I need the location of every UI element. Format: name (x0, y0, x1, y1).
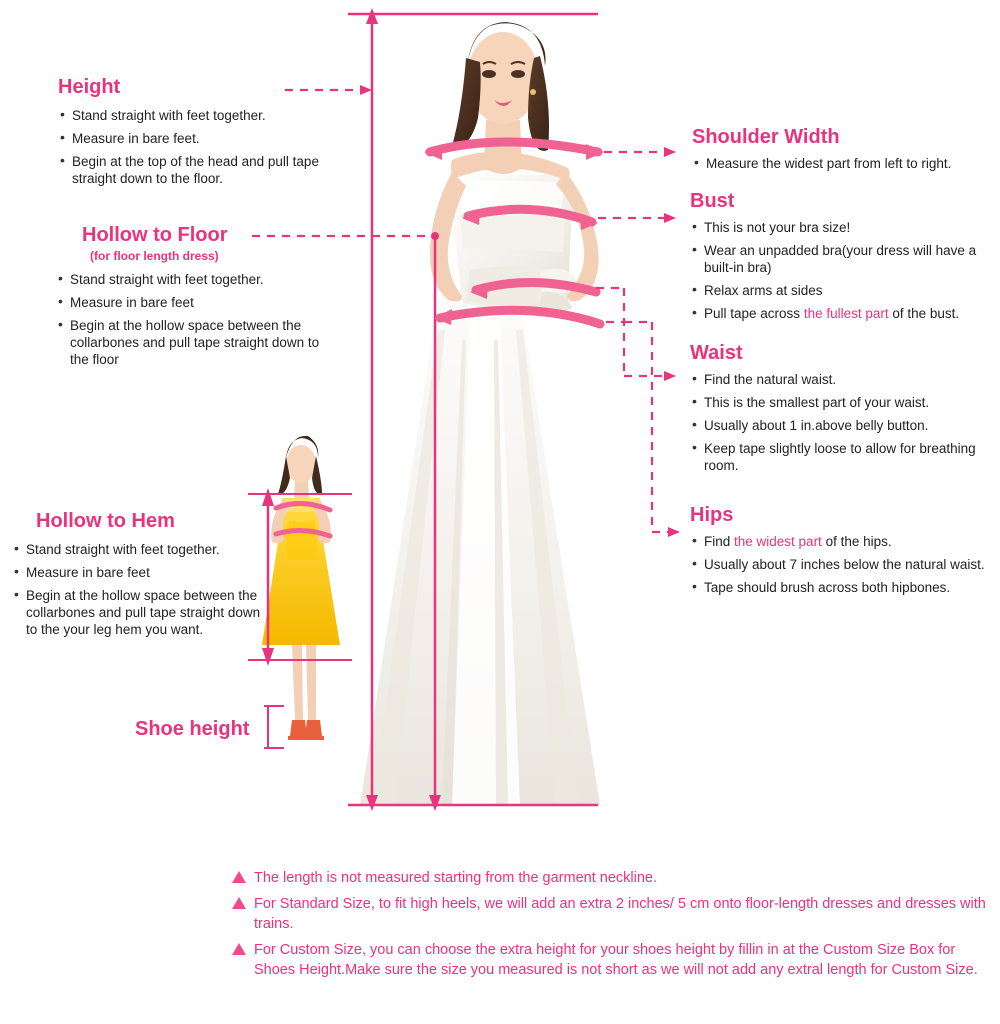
section-hollow-to-floor-subheading: (for floor length dress) (90, 249, 219, 263)
warning-triangle-icon (232, 897, 246, 909)
list-item: • Measure in bare feet. (58, 130, 348, 147)
list-item: • Measure in bare feet (56, 294, 332, 311)
section-shoulder-width (692, 126, 992, 178)
footer-note (232, 894, 992, 934)
bust-fullest-pre: Pull tape across (704, 306, 804, 321)
bust-fullest-post: of the bust. (888, 306, 960, 321)
section-bust-list (690, 219, 998, 322)
section-hollow-to-floor-list (52, 271, 332, 368)
list-item: • Wear an unpadded bra(your dress will have a built-in bra) (690, 242, 998, 276)
section-shoe-height (135, 718, 249, 741)
section-shoulder-width-heading: Shoulder Width (692, 126, 840, 148)
list-item: • Find the natural waist. (690, 371, 990, 388)
list-item: • Measure in bare feet (12, 564, 264, 581)
footer-note (232, 940, 992, 980)
section-hollow-to-hem-heading: Hollow to Hem (36, 510, 175, 532)
list-item: • Begin at the top of the head and pull tape straight down to the floor. (58, 153, 348, 187)
hips-widest-post: of the hips. (821, 534, 892, 549)
section-hollow-to-hem-list (12, 541, 264, 638)
section-waist-heading: Waist (690, 342, 743, 364)
list-item: • Usually about 7 inches below the natural waist. (690, 556, 990, 573)
bust-fullest-highlight: the fullest part (803, 306, 889, 321)
section-shoulder-width-list (692, 155, 992, 172)
list-item: • Tape should brush across both hipbones. (690, 579, 990, 596)
footer-notes (232, 868, 992, 986)
section-hips-heading: Hips (690, 504, 734, 526)
footer-note (232, 868, 992, 888)
footer-note-text: For Custom Size, you can choose the extra height for your shoes height by fillin in at the Custom Size Box for Shoes Height.Make sure the size you measured is not short as we will not add any extral length for Custom Size. (254, 942, 978, 978)
list-item: • Usually about 1 in.above belly button. (690, 417, 990, 434)
section-height-heading: Height (58, 76, 121, 98)
list-item: • Measure the widest part from left to right. (692, 155, 992, 172)
section-bust-heading: Bust (690, 190, 735, 212)
section-hollow-to-floor-heading: Hollow to Floor (82, 224, 228, 246)
list-item: • This is not your bra size! (690, 219, 998, 236)
section-hollow-to-floor (52, 224, 332, 374)
section-waist-list (690, 371, 990, 474)
section-waist (690, 342, 990, 480)
section-height (58, 76, 348, 193)
list-item: • Relax arms at sides (690, 282, 998, 299)
section-hips (690, 504, 990, 602)
warning-triangle-icon (232, 943, 246, 955)
list-item-bust-fullest (690, 305, 998, 322)
warning-triangle-icon (232, 871, 246, 883)
section-hollow-to-hem (12, 510, 264, 644)
list-item: • Stand straight with feet together. (56, 271, 332, 288)
list-item-hips-widest (690, 533, 990, 550)
section-height-list (58, 107, 348, 187)
section-bust (690, 190, 998, 328)
list-item: • Begin at the hollow space between the collarbones and pull tape straight down to the floor (56, 317, 332, 368)
section-hips-list (690, 533, 990, 596)
list-item: • Stand straight with feet together. (12, 541, 264, 558)
section-shoe-height-heading: Shoe height (135, 718, 250, 740)
list-item: • Keep tape slightly loose to allow for breathing room. (690, 440, 990, 474)
list-item: • Stand straight with feet together. (58, 107, 348, 124)
list-item: • Begin at the hollow space between the collarbones and pull tape straight down to the your leg hem you want. (12, 587, 264, 638)
hips-widest-pre: Find (704, 534, 735, 549)
list-item: • This is the smallest part of your waist. (690, 394, 990, 411)
footer-note-text: The length is not measured starting from the garment neckline. (254, 870, 657, 886)
footer-note-text: For Standard Size, to fit high heels, we will add an extra 2 inches/ 5 cm onto floor-length dresses and dresses with trains. (254, 896, 986, 932)
hips-widest-highlight: the widest part (734, 534, 822, 549)
